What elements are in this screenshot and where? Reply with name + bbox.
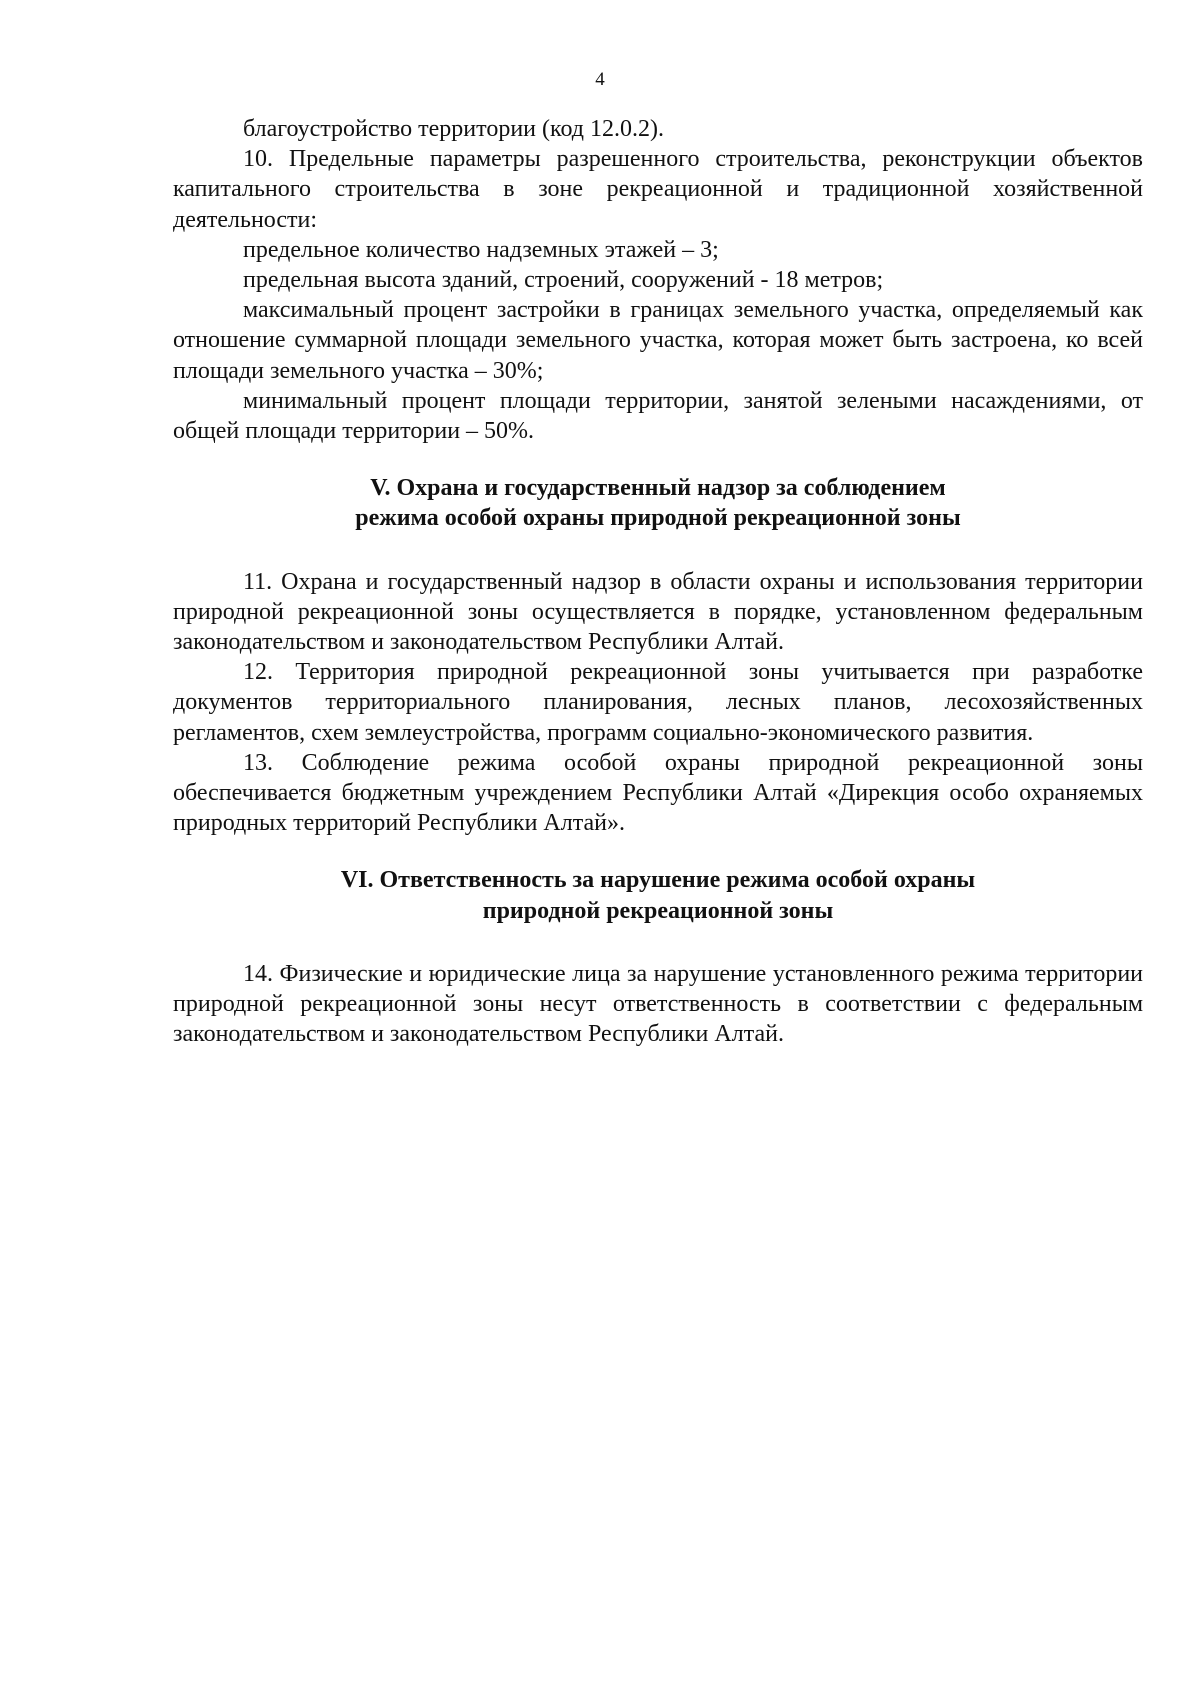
page-number: 4 (595, 69, 605, 90)
paragraph-max-building-percent: максимальный процент застройки в границах земельного участка, определяемый как отношение суммарной площади земельного участка, которая может быть застроена, ко всей площади земельного участка – 30%; (173, 297, 1143, 384)
section-heading-vi-line-2: природной рекреационной зоны (482, 897, 834, 924)
spacer (173, 926, 1143, 959)
section-heading-v-line-1: V. Охрана и государственный надзор за соблюдением (370, 475, 946, 502)
paragraph-improvement-code: благоустройство территории (код 12.0.2). (243, 116, 664, 142)
paragraph-height-limit: предельная высота зданий, строений, сооружений - 18 метров; (243, 267, 884, 294)
paragraph-14-liability: 14. Физические и юридические лица за нарушение установленного режима территории природной рекреационной зоны несут ответственность в соответствии с федеральным законодательством и законодательством Республики Алтай. (173, 960, 1143, 1048)
paragraph-floors-limit: предельное количество надземных этажей – 3; (243, 236, 719, 263)
paragraph-13-directorate: 13. Соблюдение режима особой охраны природной рекреационной зоны обеспечивается бюджетным учреждением Республики Алтай «Дирекция особо охраняемых природных территорий Республики Алтай». (173, 749, 1143, 837)
section-heading-vi-line-1: VI. Ответственность за нарушение режима особой охраны (340, 867, 976, 894)
section-heading-v (173, 473, 1143, 533)
paragraph-10-limit-parameters: 10. Предельные параметры разрешенного строительства, реконструкции объектов капитального строительства в зоне рекреационной и традиционной хозяйственной деятельности: (173, 146, 1143, 233)
paragraph-min-green-percent: минимальный процент площади территории, занятой зелеными насаждениями, от общей площади территории – 50%. (173, 387, 1143, 445)
document-body (173, 114, 1143, 1049)
paragraph-12-planning: 12. Территория природной рекреационной зоны учитывается при разработке документов территориального планирования, лесных планов, лесохозяйственных регламентов, схем землеустройства, программ социально-экономического развития. (173, 659, 1143, 746)
section-heading-vi (173, 865, 1143, 925)
section-heading-v-line-2: режима особой охраны природной рекреационной зоны (355, 505, 961, 532)
spacer (173, 534, 1143, 567)
spacer (173, 838, 1143, 865)
spacer (173, 446, 1143, 473)
paragraph-11-protection: 11. Охрана и государственный надзор в области охраны и использования территории природной рекреационной зоны осуществляется в порядке, установленном федеральным законодательством и законодательством Республики Алтай. (173, 568, 1143, 656)
